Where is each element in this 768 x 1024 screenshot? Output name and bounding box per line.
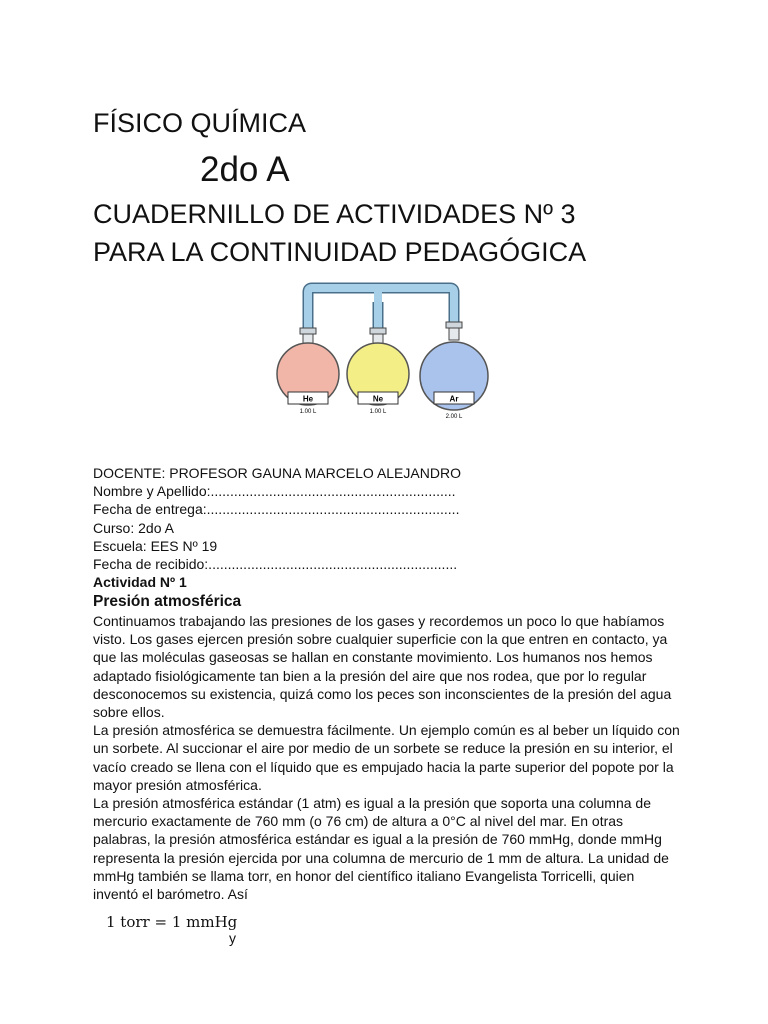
student-info-block (93, 464, 683, 612)
received-date-line: Fecha de recibido:................................................................ (93, 556, 458, 573)
flask-he-volume: 1.00 L (299, 409, 317, 415)
flask-he-label: He (302, 394, 314, 404)
paragraph: La presión atmosférica estándar (1 atm) es igual a la presión que soporta una columna de mercurio exactamente de 760 mm (o 76 cm) de altura a 0°C al nivel del mar. En otras palabras, la presión atmosférica estándar es igual a la presión de 760 mmHg, donde mmHg representa la presión ejercida por una columna de mercurio de 1 mm de altura. La unidad de mmHg también se llama torr, en honor del científico italiano Evangelista Torricelli, quien inventó el barómetro. Así (93, 795, 669, 903)
activity-heading: Actividad Nº 1 (93, 574, 187, 591)
torr-formula: 1 torr = 1 mmHg (106, 913, 238, 931)
delivery-date-line: Fecha de entrega:................................................................. (93, 501, 460, 518)
course-heading: 2do A (200, 150, 290, 189)
subject-heading: FÍSICO QUÍMICA (93, 108, 307, 138)
gas-flasks-figure (270, 282, 490, 426)
body-text (93, 612, 683, 903)
teacher-line: DOCENTE: PROFESOR GAUNA MARCELO ALEJANDRO (93, 465, 461, 481)
flask-ar-volume: 2.00 L (445, 414, 463, 420)
course-line: Curso: 2do A (93, 519, 174, 536)
school-line: Escuela: EES Nº 19 (93, 537, 218, 554)
trailing-text: y (229, 930, 236, 946)
flask-ar (420, 342, 488, 420)
flask-he (277, 343, 339, 415)
name-field-line: Nombre y Apellido:............................................................... (93, 483, 456, 500)
flask-ar-label: Ar (449, 394, 459, 404)
paragraph: Continuamos trabajando las presiones de los gases y recordemos un poco lo que habíamos visto. Los gases ejercen presión sobre cualquier superficie con la que entren en contacto, ya que las moléculas gaseosas se hallan en constante movimiento. Los humanos nos hemos adaptado fisiológicamente tan bien a la presión del aire que nos rodea, que por lo regular desconocemos su existencia, quizá como los peces son inconscientes de la presión del agua sobre ellos. (93, 613, 672, 721)
title-line-1: CUADERNILLO DE ACTIVIDADES Nº 3 (93, 199, 576, 229)
topic-heading: Presión atmosférica (93, 593, 242, 611)
flask-ne-label: Ne (372, 394, 384, 404)
flask-ne (347, 343, 409, 415)
flask-ne-volume: 1.00 L (369, 409, 387, 415)
paragraph: La presión atmosférica se demuestra fácilmente. Un ejemplo común es al beber un líquido con un sorbete. Al succionar el aire por medio de un sorbete se reduce la presión en su interior, el vacío creado se llena con el líquido que es empujado hacia la parte superior del popote por la mayor presión atmosférica. (93, 722, 680, 793)
title-line-2: PARA LA CONTINUIDAD PEDAGÓGICA (93, 237, 587, 267)
